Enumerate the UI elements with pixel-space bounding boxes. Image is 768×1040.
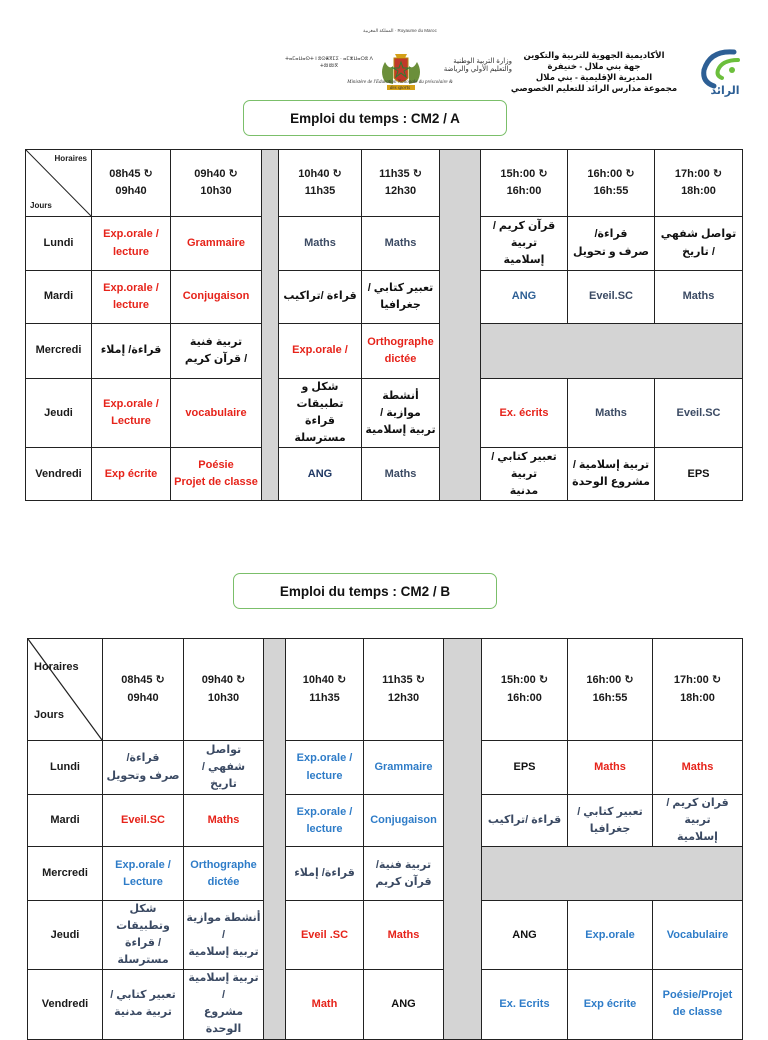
lesson-cell: قراءة/ إملاء <box>286 847 364 901</box>
day-label: Mardi <box>28 795 103 847</box>
lesson-cell: Vocabulaire <box>653 901 743 970</box>
academy-line: الأكاديمية الجهوية للتربية والتكوين <box>523 50 665 60</box>
day-label: Vendredi <box>28 970 103 1039</box>
lesson-cell: تعبير كتابي / جغرافيا <box>362 271 440 324</box>
lesson-cell: تربية إسلامية / مشروع الوحدة <box>184 970 264 1039</box>
lesson-cell: قرآن كريم / تربية إسلامية <box>481 217 568 271</box>
lesson-cell: Conjugaison <box>171 271 262 324</box>
lesson-cell: EPS <box>482 741 568 795</box>
day-label: Jeudi <box>28 901 103 970</box>
lesson-cell: قراءة/ إملاء <box>92 324 171 379</box>
lunch-break-column <box>444 639 482 1040</box>
lesson-cell: ANG <box>279 448 362 501</box>
timetable-cm2-a <box>25 149 743 501</box>
lesson-cell: EPS <box>655 448 743 501</box>
lesson-cell: قراءة /تراكيب <box>482 795 568 847</box>
lesson-cell: Maths <box>362 217 440 271</box>
lesson-cell: Exp.orale / lecture <box>92 217 171 271</box>
time-slot: 11h35 ↻ 12h30 <box>362 150 440 217</box>
day-label: Vendredi <box>26 448 92 501</box>
lesson-cell: تربية فنية/ قرآن كريم <box>364 847 444 901</box>
lesson-cell: تعبير كتابي / جغرافيا <box>568 795 653 847</box>
lesson-cell: Maths <box>279 217 362 271</box>
lesson-cell: Ex. Ecrits <box>482 970 568 1039</box>
lesson-cell: Eveil.SC <box>103 795 184 847</box>
time-slot: 16h:00 ↻ 16h:55 <box>568 150 655 217</box>
lesson-cell: Ex. écrits <box>481 379 568 448</box>
lesson-cell: Orthographe dictée <box>184 847 264 901</box>
time-slot: 16h:00 ↻ 16h:55 <box>568 639 653 741</box>
lesson-cell: أنشطة موازية / تربية إسلامية <box>362 379 440 448</box>
lesson-cell: Maths <box>568 741 653 795</box>
ministry-top-text: المملكة المغربية · Royaume du Maroc <box>363 28 437 33</box>
time-slot: 11h35 ↻ 12h30 <box>364 639 444 741</box>
academy-line: المديرية الإقليمية - بني ملال <box>535 72 653 82</box>
corner-diagonal-line <box>28 639 102 740</box>
lesson-cell: Poésie/Projet de classe <box>653 970 743 1039</box>
corner-cell <box>28 639 103 741</box>
lesson-cell: Exp écrite <box>568 970 653 1039</box>
lesson-cell: Maths <box>362 448 440 501</box>
lesson-cell: Eveil.SC <box>655 379 743 448</box>
time-slot: 08h45 ↻ 09h40 <box>92 150 171 217</box>
lesson-cell: قراءة/ صرف وتحويل <box>103 741 184 795</box>
day-label: Mardi <box>26 271 92 324</box>
time-slot: 17h:00 ↻ 18h:00 <box>655 150 743 217</box>
lesson-cell: Exp.orale <box>568 901 653 970</box>
lesson-cell: Maths <box>655 271 743 324</box>
corner-cell <box>26 150 92 217</box>
day-label: Mercredi <box>26 324 92 379</box>
lesson-cell: Orthographe dictée <box>362 324 440 379</box>
day-row <box>28 847 743 901</box>
day-row <box>26 217 743 271</box>
academy-line: جهة بني ملال - خنيفرة <box>547 61 641 71</box>
lesson-cell: أنشطة موازية / تربية إسلامية <box>184 901 264 970</box>
lesson-cell: Exp.orale / <box>279 324 362 379</box>
time-slot: 10h40 ↻ 11h35 <box>279 150 362 217</box>
day-row <box>26 324 743 379</box>
break-column <box>262 150 279 501</box>
lesson-cell: تعبير كتابي / تربية مدنية <box>103 970 184 1039</box>
day-row <box>26 448 743 501</box>
day-label: Mercredi <box>28 847 103 901</box>
ministry-arabic-text: وزارة التربية الوطنية والتعليم الأولي والرياضة <box>443 58 512 73</box>
day-label: Lundi <box>26 217 92 271</box>
lunch-break-column <box>440 150 481 501</box>
timetable-header-row <box>28 639 743 741</box>
day-row <box>28 741 743 795</box>
empty-afternoon-cell <box>482 847 743 901</box>
lesson-cell: Maths <box>653 741 743 795</box>
lesson-cell: ANG <box>364 970 444 1039</box>
lesson-cell: Maths <box>364 901 444 970</box>
break-column <box>264 639 286 1040</box>
ministry-tifinagh-text: ⵜⴰⵎⴰⵡⴰⵙⵜ ⵏ ⵓⵙⴻⴳⵎⵉ · ⴰⵎⵣⵡⴰⵔⵓ ⴷ ⵜⵓⵏⵏⵓⵏⴳ <box>285 56 373 69</box>
time-slot: 08h45 ↻ 09h40 <box>103 639 184 741</box>
lesson-cell: Poésie Projet de classe <box>171 448 262 501</box>
lesson-cell: قران كريم /تربية إسلامية <box>653 795 743 847</box>
day-label: Jeudi <box>26 379 92 448</box>
day-row <box>26 379 743 448</box>
ministry-french-text: Ministère de l'Education Nationale du préscolaire & des sports <box>347 80 453 91</box>
lesson-cell: Grammaire <box>171 217 262 271</box>
lesson-cell: Exp.orale / Lecture <box>92 379 171 448</box>
timetable-title-b: Emploi du temps : CM2 / B <box>233 573 497 609</box>
academy-block <box>500 50 688 94</box>
lesson-cell: Exp.orale / Lecture <box>103 847 184 901</box>
corner-hours-label: Horaires <box>34 661 79 673</box>
day-row <box>28 795 743 847</box>
time-slot: 09h40 ↻ 10h30 <box>184 639 264 741</box>
lesson-cell: Eveil .SC <box>286 901 364 970</box>
corner-hours-label: Horaires <box>54 154 87 163</box>
school-logo-text: الرائد <box>710 85 740 97</box>
day-row <box>26 271 743 324</box>
day-row <box>28 970 743 1039</box>
lesson-cell: Grammaire <box>364 741 444 795</box>
lesson-cell: تربية إسلامية / مشروع الوحدة <box>568 448 655 501</box>
lesson-cell: Exp.orale / lecture <box>92 271 171 324</box>
lesson-cell: Math <box>286 970 364 1039</box>
day-row <box>28 901 743 970</box>
lesson-cell: شكل و تطبيقات قراءة مسترسلة <box>279 379 362 448</box>
lesson-cell: تواصل شفهي / تاريخ <box>184 741 264 795</box>
academy-line: مجموعة مدارس الرائد للتعليم الخصوصي <box>510 83 678 93</box>
corner-days-label: Jours <box>30 200 52 210</box>
time-slot: 15h:00 ↻ 16h:00 <box>481 150 568 217</box>
lesson-cell: vocabulaire <box>171 379 262 448</box>
time-slot: 10h40 ↻ 11h35 <box>286 639 364 741</box>
time-slot: 09h40 ↻ 10h30 <box>171 150 262 217</box>
lesson-cell: شكل وتطبيقات / قراءة مسترسلة <box>103 901 184 970</box>
lesson-cell: Exp.orale / lecture <box>286 741 364 795</box>
lesson-cell: Maths <box>184 795 264 847</box>
lesson-cell: تربية فنية / قرآن كريم <box>171 324 262 379</box>
lesson-cell: ANG <box>481 271 568 324</box>
lesson-cell: Conjugaison <box>364 795 444 847</box>
empty-afternoon-cell <box>481 324 743 379</box>
lesson-cell: ANG <box>482 901 568 970</box>
lesson-cell: Eveil.SC <box>568 271 655 324</box>
lesson-cell: قراءة/ صرف و تحويل <box>568 217 655 271</box>
lesson-cell: تعبير كتابي / تربية مدنية <box>481 448 568 501</box>
timetable-cm2-b <box>27 638 743 1040</box>
day-label: Lundi <box>28 741 103 795</box>
timetable-title-a: Emploi du temps : CM2 / A <box>243 100 507 136</box>
corner-days-label: Jours <box>34 708 64 721</box>
timetable-header-row <box>26 150 743 217</box>
lesson-cell: Exp.orale / lecture <box>286 795 364 847</box>
time-slot: 17h:00 ↻ 18h:00 <box>653 639 743 741</box>
lesson-cell: Maths <box>568 379 655 448</box>
lesson-cell: Exp écrite <box>92 448 171 501</box>
lesson-cell: قراءة /تراكيب <box>279 271 362 324</box>
document-header <box>0 0 768 100</box>
time-slot: 15h:00 ↻ 16h:00 <box>482 639 568 741</box>
lesson-cell: تواصل شفهي / تاريخ <box>655 217 743 271</box>
